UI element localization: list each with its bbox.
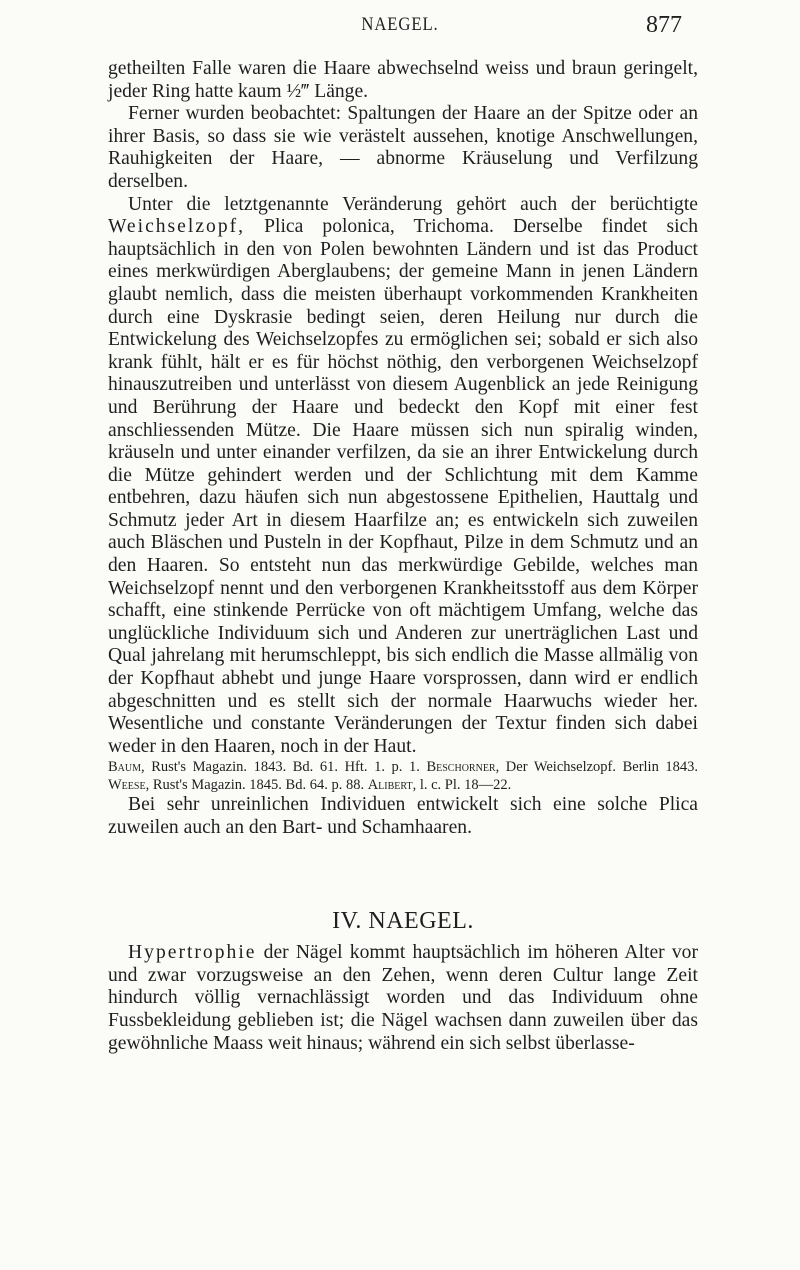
section-heading: IV. NAEGEL. xyxy=(332,907,474,934)
section-paragraph xyxy=(108,942,698,1055)
ref-author-4: Alibert, xyxy=(367,777,417,794)
ref-text-4: l. c. Pl. 18—22. xyxy=(419,777,512,794)
section-paragraph-text: der Nägel kommt hauptsächlich im höheren Alter vor und zwar vorzugsweise an den Zehen, wenn deren Cultur lange Zeit hindurch völlig vernachlässigt worden und das Individuum ohne Fussbekleidung geblieben ist; die Nägel wachsen dann zuweilen über das gewöhnliche Maass weit hinaus; während ein sich selbst überlasse- xyxy=(108,942,698,1054)
paragraph-1: getheilten Falle waren die Haare abwechselnd weiss und braun geringelt, jeder Ring hatte kaum ½‴ Länge. xyxy=(108,58,698,102)
term-hypertrophie: Hypertrophie xyxy=(128,942,257,964)
ref-text-1: Rust's Magazin. 1843. Bd. 61. Hft. 1. p. 1. xyxy=(151,759,420,776)
ref-author-2: Beschorner, xyxy=(426,759,500,776)
references xyxy=(108,758,698,794)
body-text xyxy=(108,58,698,1055)
running-head: NAEGEL. xyxy=(361,14,439,35)
paragraph-3-lead: Unter die letztgenannte Veränderung gehört auch der berüchtigte xyxy=(128,193,698,215)
paragraph-3 xyxy=(108,194,698,759)
ref-text-3: Rust's Magazin. 1845. Bd. 64. p. 88. xyxy=(152,777,365,794)
paragraph-2: Ferner wurden beobachtet: Spaltungen der Haare an der Spitze oder an ihrer Basis, so dass sie wie verästelt aussehen, knotige Anschwellungen, Rauhigkeiten der Haare, — abnorme Kräuselung und Verfilzung derselben. xyxy=(108,103,698,192)
page-header xyxy=(0,14,800,44)
page-number: 877 xyxy=(646,12,682,38)
ref-text-2: Der Weichselzopf. Berlin 1843. xyxy=(505,759,699,776)
paragraph-4: Bei sehr unreinlichen Individuen entwickelt sich eine solche Plica zuweilen auch an den Bart- und Schamhaaren. xyxy=(108,794,698,838)
ref-author-1: Baum, xyxy=(108,759,145,776)
term-weichselzopf: Weichselzopf, xyxy=(108,216,246,238)
ref-author-3: Weese, xyxy=(108,777,150,794)
paragraph-3-rest: Plica polonica, Trichoma. Derselbe findet sich hauptsächlich in den von Polen bewohnten Ländern und ist das Product eines merkwürdigen Aberglaubens; der gemeine Mann in jenen Ländern glaubt nemlich, dass die meisten überhaupt vorkommenden Krankheiten durch eine Dyskrasie bedingt seien, deren Heilung nur durch die Entwickelung des Weichselzopfes zu ermöglichen sei; sobald er sich also krank fühlt, hält er es für höchst nöthig, den verborgenen Weichselzopf hinauszutreiben und unterlässt von diesem Augenblick an jede Reinigung und Berührung der Haare und bedeckt den Kopf mit einer fest anschliessenden Mütze. Die Haare müssen sich nun spiralig winden, kräuseln und unter einander verfilzen, da sie an ihrer Entwickelung durch die Mütze gehindert werden und der Schlichtung mit dem Kamme entbehren, dazu häufen sich nun abgestossene Epithelien, Hauttalg und Schmutz jeder Art in diesem Haarfilze an; es entwickeln sich zuweilen auch Bläschen und Pusteln in der Kopfhaut, Pilze in dem Schmutz und an den Haaren. So entsteht nun das merkwürdige Gebilde, welches man Weichselzopf nennt und den verborgenen Krankheitsstoff aus dem Körper schafft, eine stinkende Perrücke von oft mächtigem Umfang, welche das unglückliche Individuum sich und Anderen zur unerträglichen Last und Qual jahrelang mit herumschleppt, bis sich endlich die Masse allmälig von der Kopfhaut abhebt und junge Haare vorsprossen, dann wird er endlich abgeschnitten und es stellt sich der normale Haarwuchs wieder her. Wesentliche und constante Veränderungen der Textur finden sich dabei weder in den Haaren, noch in der Haut. xyxy=(108,216,699,757)
